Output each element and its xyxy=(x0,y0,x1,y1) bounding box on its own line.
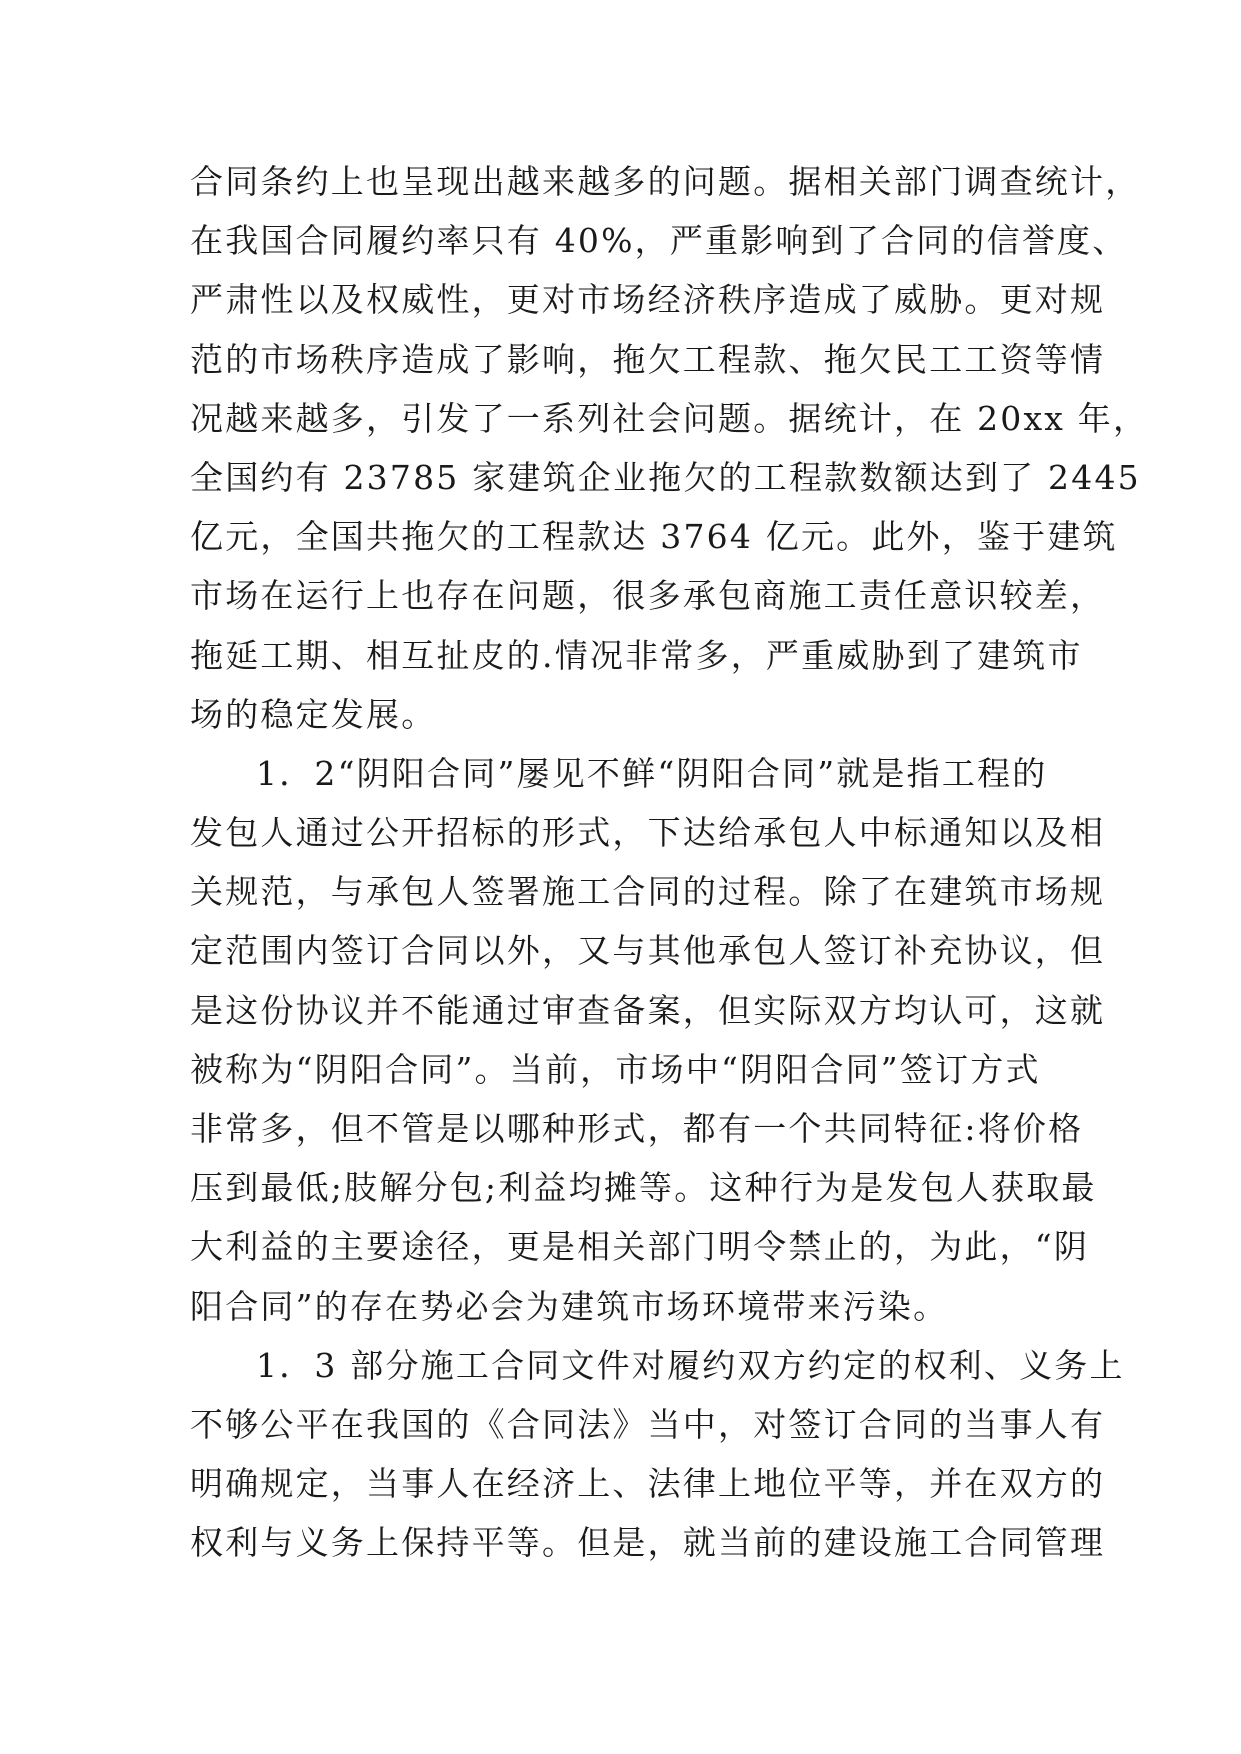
document-body xyxy=(190,152,1149,1573)
text-line: 况越来越多，引发了一系列社会问题。据统计，在 20xx 年， xyxy=(190,398,1149,438)
text-line: 发包人通过公开招标的形式，下达给承包人中标通知以及相 xyxy=(190,813,1106,853)
text-line: 大利益的主要途径，更是相关部门明令禁止的，为此，“阴 xyxy=(190,1227,1090,1267)
text-line: 范的市场秩序造成了影响，拖欠工程款、拖欠民工工资等情 xyxy=(190,339,1106,379)
text-line: 权利与义务上保持平等。但是，就当前的建设施工合同管理 xyxy=(190,1523,1106,1563)
text-line: 被称为“阴阳合同”。当前，市场中“阴阳合同”签订方式 xyxy=(190,1049,1041,1089)
text-line: 不够公平在我国的《合同法》当中，对签订合同的当事人有 xyxy=(190,1404,1106,1444)
text-line: 是这份协议并不能通过审查备案，但实际双方均认可，这就 xyxy=(190,990,1106,1030)
text-line: 拖延工期、相互扯皮的.情况非常多，严重威胁到了建筑市 xyxy=(190,635,1083,675)
text-line: 在我国合同履约率只有 40%，严重影响到了合同的信誉度、 xyxy=(190,221,1128,261)
text-line: 阳合同”的存在势必会为建筑市场环境带来污染。 xyxy=(190,1286,949,1326)
text-line: 市场在运行上也存在问题，很多承包商施工责任意识较差， xyxy=(190,576,1106,616)
text-line: 严肃性以及权威性，更对市场经济秩序造成了威胁。更对规 xyxy=(190,280,1106,320)
text-line: 明确规定，当事人在经济上、法律上地位平等，并在双方的 xyxy=(190,1464,1106,1504)
text-line: 非常多，但不管是以哪种形式，都有一个共同特征:将价格 xyxy=(190,1109,1084,1148)
text-line: 场的稳定发展。 xyxy=(190,694,437,734)
text-line: 全国约有 23785 家建筑企业拖欠的工程款数额达到了 2445 xyxy=(190,457,1141,497)
section-heading-line: 1．2“阴阳合同”屡见不鲜“阴阳合同”就是指工程的 xyxy=(256,753,1048,793)
section-heading-line: 1．3 部分施工合同文件对履约双方约定的权利、义务上 xyxy=(256,1345,1125,1385)
text-line: 关规范，与承包人签署施工合同的过程。除了在建筑市场规 xyxy=(190,872,1106,912)
text-line: 合同条约上也呈现出越来越多的问题。据相关部门调查统计， xyxy=(190,162,1141,201)
text-line: 压到最低;肢解分包;利益均摊等。这种行为是发包人获取最 xyxy=(190,1168,1097,1208)
text-line: 亿元，全国共拖欠的工程款达 3764 亿元。此外，鉴于建筑 xyxy=(190,517,1118,557)
text-line: 定范围内签订合同以外，又与其他承包人签订补充协议，但 xyxy=(190,931,1106,971)
